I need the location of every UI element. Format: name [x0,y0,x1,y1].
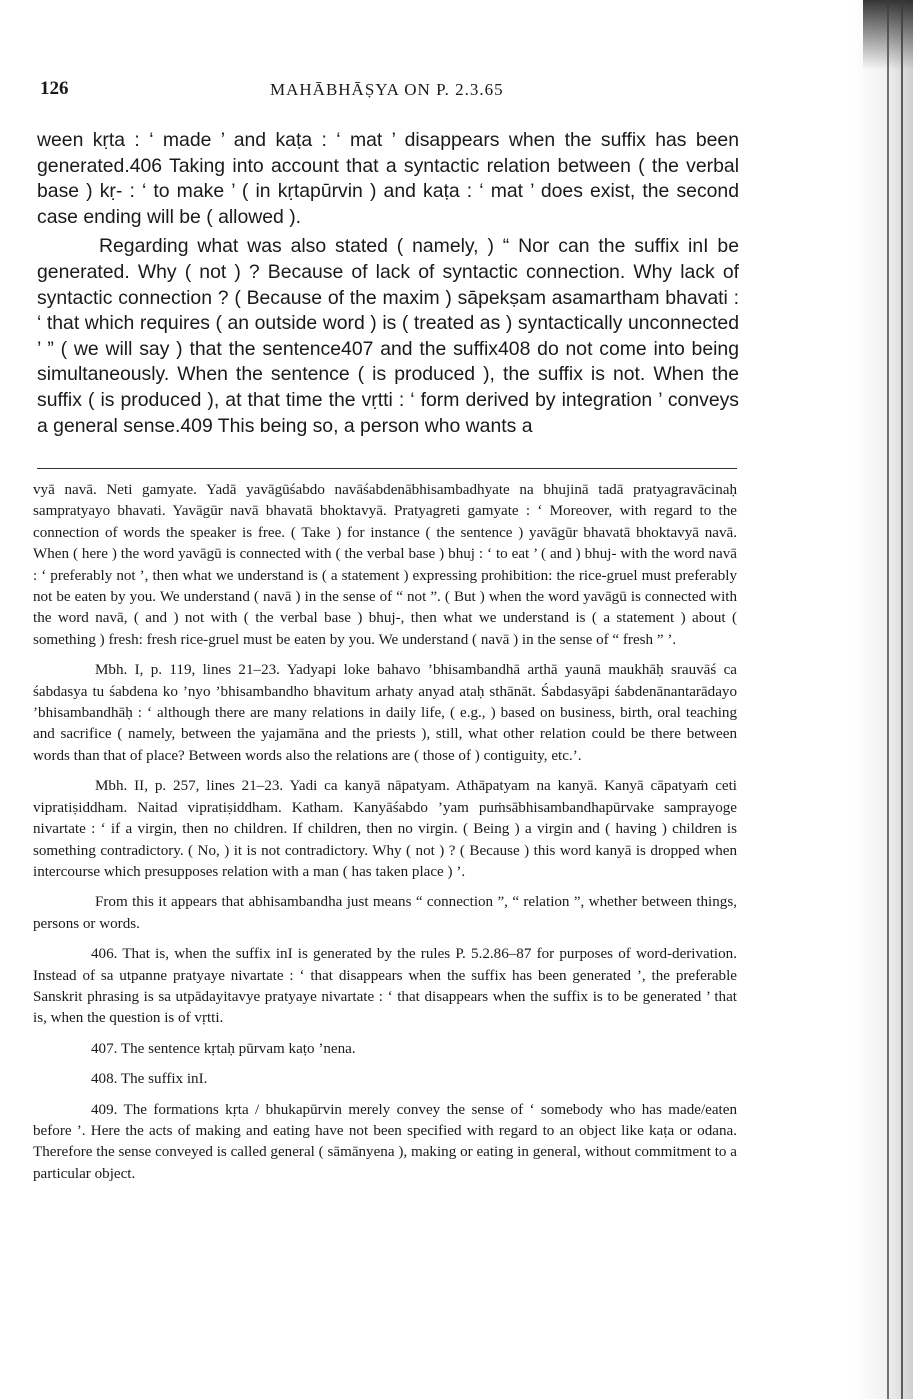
footnote-408: 408. The suffix inI. [91,1071,208,1088]
footnote-separator-rule [37,468,737,469]
footnote-abhisambandha: From this it appears that abhisambandha just means “ connection ”, “ relation ”, whether between things, persons or words. [33,894,737,932]
main-text [37,128,739,439]
main-paragraph-2: Regarding what was also stated ( namely, ) “ Nor can the suffix inI be generated. Why ( not ) ? Because of lack of syntactic connection. Why lack of syntactic connection ? ( Because of the maxim ) sāpekṣam asamartham bhavati : ‘ that which requires ( an outside word ) is ( treated as ) syntactically unconnected ’ ” ( we will say ) that the sentence407 and the suffix408 do not come into being simultaneously. When the sentence ( is produced ), the suffix is not. When the suffix ( is produced ), at that time the vṛtti : ‘ form derived by integration ’ conveys a general sense.409 This being so, a person who wants a [37,235,739,437]
footnote-407: 407. The sentence kṛtaḥ pūrvam kaṭo ’nena. [91,1040,356,1057]
footnote-406: 406. That is, when the suffix inI is generated by the rules P. 5.2.86–87 for purposes of word-derivation. Instead of sa utpanne pratyaye nivartate : ‘ that disappears when the suffix has been generated ’, the preferable Sanskrit phrasing is sa utpādayitavye pratyaye nivartate : ‘ that disappears when the suffix is to be generated ’ that is, when the question is of vṛtti. [33,946,737,1027]
edge-line-outer [901,0,903,1399]
footnote-mbh-ii-257: Mbh. II, p. 257, lines 21–23. Yadi ca kanyā nāpatyam. Athāpatyam na kanyā. Kanyā cāpatyaṁ ceti vipratiṣiddham. Naitad vipratiṣiddham. Katham. Kanyāśabdo ’yam puṁsābhisambandhapūrvake samprayoge nivartate : ‘ if a virgin, then no children. If children, then no virgin. ( Being ) a virgin and ( having ) children is something contradictory. ( No, ) it is not contradictory. Why ( not ) ? ( Because ) this word kanyā is dropped when intercourse which presupposes relation with a man ( has taken place ) ’. [33,778,737,880]
page-number: 126 [40,78,69,99]
footnote-continuation: vyā navā. Neti gamyate. Yadā yavāgūśabdo navāśabdenābhisambadhyate na bhujinā tadā pratyagravācinaḥ sampratyayo bhavati. Yavāgūr navā bhavatā bhoktavyā. Pratyagreti gamyate : ‘ Moreover, with regard to the connection of words the speaker is free. ( Take ) for instance ( the sentence ) yavāgūr bhavatā bhoktavyā navā. When ( here ) the word yavāgū is connected with ( the verbal base ) bhuj : ‘ to eat ’ ( and ) bhuj- with the word navā : ‘ preferably not ’, then what we understand is ( a statement ) expressing prohibition: the rice-gruel must preferably not be eaten by you. We understand ( navā ) in the sense of “ not ”. ( But ) when the word yavāgū is connected with the word navā, ( and ) not with ( the verbal base ) bhuj-, then what we understand is ( a statement ) about ( something ) fresh: fresh rice-gruel must be eaten by you. We understand ( navā ) in the sense of “ fresh ” ’. [33,482,737,648]
footnote-mbh-i-119: Mbh. I, p. 119, lines 21–23. Yadyapi loke bahavo ’bhisambandhā arthā yaunā maukhāḥ srauvāś ca śabdasya tu śabdena ko ’nyo ’bhisambandho bhavitum arhaty anyad ataḥ sthānāt. Śabdasyāpi śabdenānantarādayo ’bhisambandhāḥ : ‘ although there are many relations in daily life, ( e.g., ) based on business, birth, oral teaching and sacrifice ( namely, between the yajamāna and the priests ), still, what other relation could be there between words than that of place? Between words also the relations are ( those of ) contiguity, etc.’. [33,662,737,764]
main-paragraph-1: ween kṛta : ‘ made ’ and kaṭa : ‘ mat ’ disappears when the suffix has been generated.406 Taking into account that a syntactic relation between ( the verbal base ) kṛ- : ‘ to make ’ ( in kṛtapūrvin ) and kaṭa : ‘ mat ’ does exist, the second case ending will be ( allowed ). [37,129,739,228]
running-head: MAHĀBHĀṢYA ON P. 2.3.65 [270,80,504,99]
edge-shade [853,0,913,1399]
edge-line-inner [887,0,889,1399]
footnotes [33,480,737,1194]
scanned-page-edge [853,0,913,1399]
footnote-409: 409. The formations kṛta / bhukapūrvin merely convey the sense of ‘ somebody who has made/eaten before ’. Here the acts of making and eating have not been specified with regard to an object like kaṭa or odana. Therefore the sense conveyed is called general ( sāmānyena ), making or eating in general, without commitment to a particular object. [33,1101,737,1182]
page-header [40,78,740,106]
